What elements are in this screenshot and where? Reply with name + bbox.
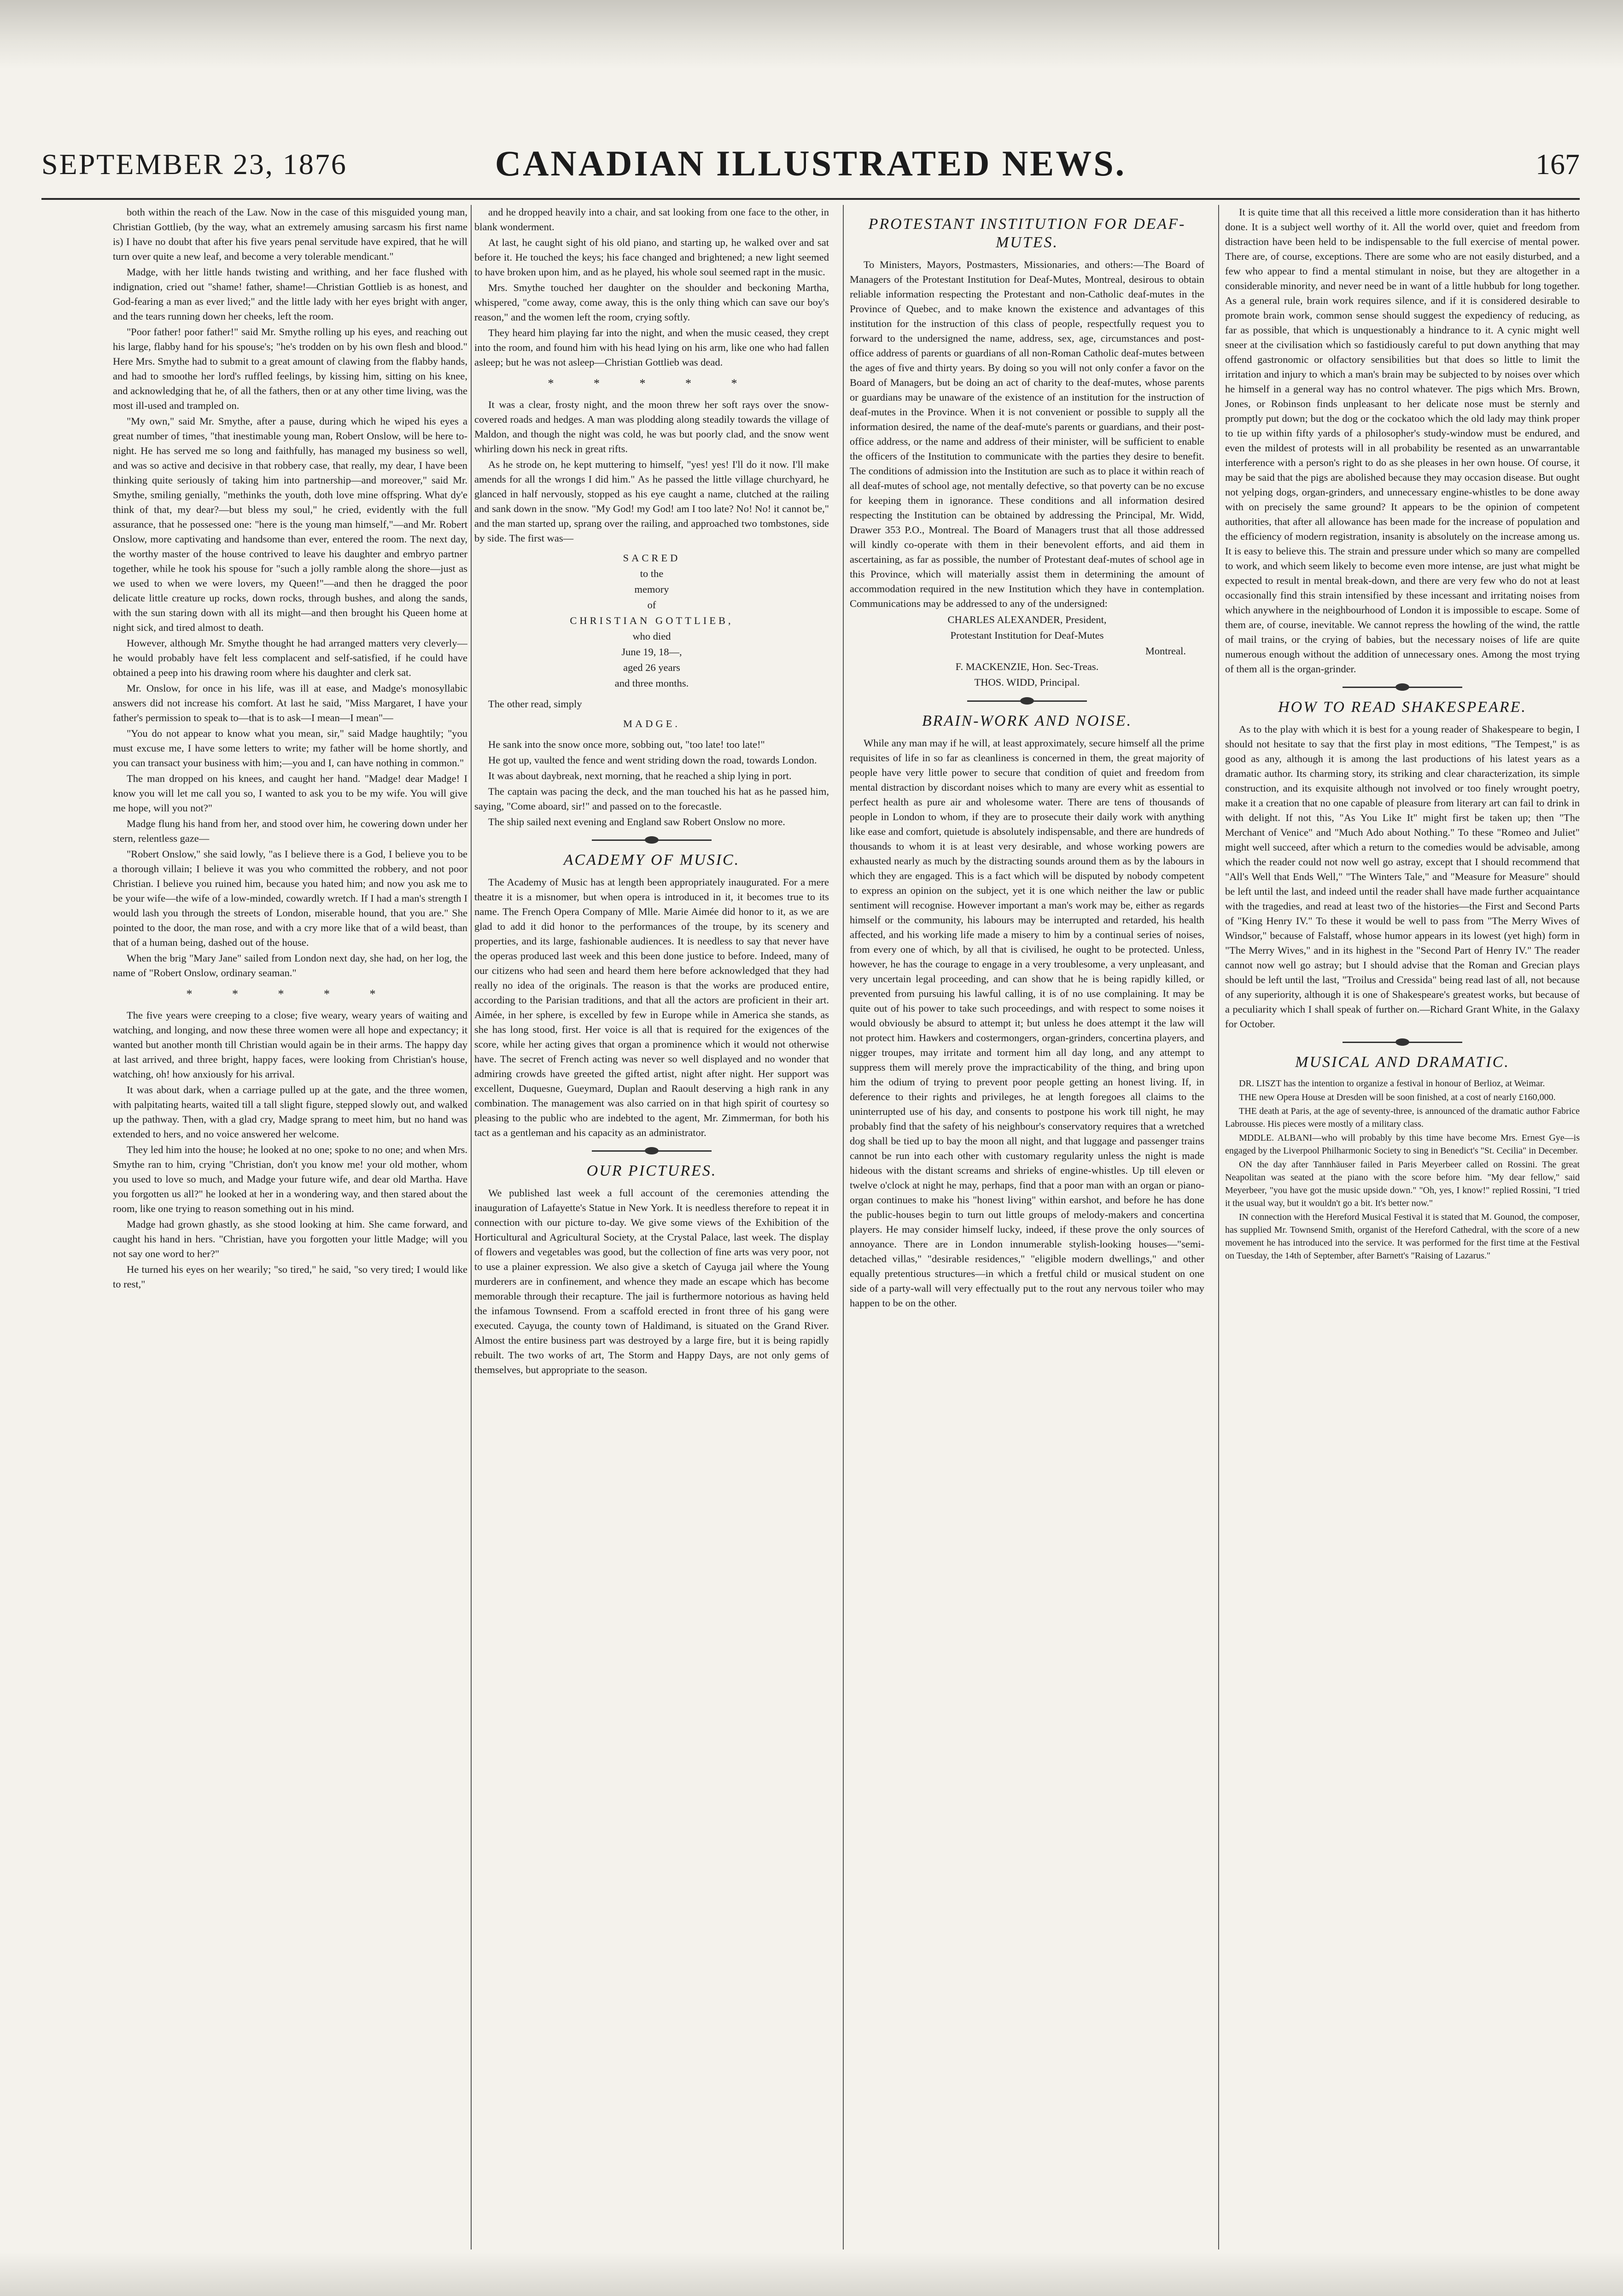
header-rule: [41, 198, 1580, 200]
epitaph-line: memory: [634, 583, 669, 595]
story-paragraph: both within the reach of the Law. Now in the case of this misguided young man, Christian Gottlieb, (by the way, what an extremely amusing sarcasm his first name is) I have no doubt that after his five years penal servitude have expired, that he will turn over quite a new leaf, and become a very tolerable mendicant.": [113, 206, 467, 262]
story-paragraph: At last, he caught sight of his old piano, and starting up, he walked over and sat before it. He touched the keys; his face changed and brightened; a new light seemed to have broken upon him, and as he played, his whole soul seemed rapt in the music.: [474, 237, 829, 278]
story-paragraph: The five years were creeping to a close; five weary, weary years of waiting and watching, and longing, and now these three women were all hope and expectancy; it wanted but another month till Christian would again be in their arms. The happy day at last arrived, and three bright, happy faces, were looking from Christian's house, watching, oh! how anxiously for his arrival.: [113, 1009, 467, 1080]
story-paragraph: The man dropped on his knees, and caught her hand. "Madge! dear Madge! I know you will let me call you so, I wanted to ask you to be my wife. You will give me hope, will you not?": [113, 773, 467, 814]
story-paragraph: Madge had grown ghastly, as she stood looking at him. She came forward, and caught his hand in hers. "Christian, have you forgotten your little Madge; will you not say one word to her?": [113, 1218, 467, 1259]
article-heading: BRAIN-WORK AND NOISE.: [922, 712, 1133, 729]
story-paragraph: "You do not appear to know what you mean, sir," said Madge haughtily; "you must excuse me, I have some letters to write; my father will be home shortly, and you can transact your business with him;—you and I, can have nothing in common.": [113, 728, 467, 769]
news-item: IN connection with the Hereford Musical Festival it is stated that M. Gounod, the composer, has supplied Mr. Townsend Smith, organist of the Hereford Cathedral, with the score of a new movement he has introduced into the service. It was performed for the first time at the Festival on Tuesday, the 14th of September, after Barnett's "Raising of Lazarus.": [1225, 1212, 1580, 1261]
epitaph-line: of: [647, 599, 656, 611]
story-paragraph: and he dropped heavily into a chair, and sat looking from one face to the other, in blank wonderment.: [474, 206, 829, 233]
epitaph-line: who died: [632, 630, 671, 642]
column-rule: [843, 205, 844, 2249]
scan-edge-top: [0, 0, 1623, 69]
signature-line: Protestant Institution for Deaf-Mutes: [950, 629, 1104, 641]
news-item: DR. LISZT has the intention to organize a festival in honour of Berlioz, at Weimar.: [1239, 1078, 1545, 1089]
story-paragraph: They heard him playing far into the night, and when the music ceased, they crept into the room, and found him with his head lying on his arm, like one who had fallen asleep; but he was not asleep—Christian Gottlieb was dead.: [474, 327, 829, 368]
story-paragraph: "My own," said Mr. Smythe, after a pause, during which he wiped his eyes a great number of times, "that inestimable young man, Robert Onslow, will be here to-night. He has served me so long and faithfully, has managed my business so well, and was so active and decisive in that robbery case, that really, my dear, I have been thinking quite seriously of taking him into partnership—and moreover," said Mr. Smythe, smiling genially, "methinks the youth, doth love mine offspring. What dy'e think of that, my dear?—but bless my soul," he cried, evidently with the full assurance, that he possessed one: "here is the young man himself,"—and Mr. Robert Onslow, more captivating and handsome than ever, entered the room. The next day, the worthy master of the house contrived to leave his daughter and embryo partner together, while he took his spouse for "such a jolly ramble along the shore—just as we used to when we were lovers, my Queen!"—and then he dragged the poor delicate little creature up rocks, down rocks, through bushes, and along the sands, with the sun staring down with all its might—and then brought his Queen home at night sick, and tired almost to death.: [113, 415, 467, 633]
divider-ornament: [1343, 687, 1462, 688]
epitaph-line: aged 26 years: [623, 662, 680, 673]
epitaph-line: SACRED: [623, 552, 681, 564]
article-heading: MUSICAL AND DRAMATIC.: [1295, 1054, 1510, 1071]
story-paragraph: The other read, simply: [488, 698, 582, 710]
story-paragraph: "Poor father! poor father!" said Mr. Smythe rolling up his eyes, and reaching out his large, flabby hand for his spouse's; "he's trodden on by his own flesh and blood." Here Mrs. Smythe had to submit to a great amount of clawing from the flabby hands, and had to smoothe her lord's ruffled feelings, by kissing him, sitting on his knee, and acknowledging that he, of all the fathers, then or at any other time living, was the most ill-used and trampled on.: [113, 326, 467, 411]
column-3: [850, 205, 1204, 2249]
section-break-stars: * * * * *: [186, 987, 394, 1001]
story-paragraph: As he strode on, he kept muttering to himself, "yes! yes! I'll do it now. I'll make amends for all the wrongs I did him." As he passed the little village churchyard, he glanced in half nervously, stopped as his eye caught a name, clutched at the railing and sank down in the snow. "My God! my God! am I too late? No! No! it cannot be," and the man started up, sprang over the railing, and approached two tombstones, side by side. The first was—: [474, 459, 829, 544]
news-item: MDDLE. ALBANI—who will probably by this time have become Mrs. Ernest Gye—is engaged by the Liverpool Philharmonic Society to sing in Benedict's "St. Cecilia" in December.: [1225, 1133, 1580, 1156]
story-paragraph: They led him into the house; he looked at no one; spoke to no one; and when Mrs. Smythe ran to him, crying "Christian, don't you know me! your old mother, whom you used to love so much, and Madge your future wife, and dear old Martha. Have you forgotten us all?" he looked at her in a wondering way, and then stared about the room, like one trying to reason something out in his mind.: [113, 1144, 467, 1214]
article-paragraph: To Ministers, Mayors, Postmasters, Missionaries, and others:—The Board of Managers of the Protestant Institution for Deaf-Mutes, Montreal, desirous to obtain reliable information respecting the Protestant and non-Catholic deaf-mutes in the Province of Quebec, and to make known the existence and advantages of this institution for the instruction of this class of people, respectfully request you to forward to the undersigned the name, address, sex, age, circumstances and post-office address of parents or guardians of all non-Roman Catholic deaf-mutes between the ages of five and thirty years. By doing so you will not only confer a favor on the Board of Managers, but be doing an act of charity to the deaf-mutes, whose parents or guardians may be unaware of the existence of an institution for the instruction of deaf-mutes in the Province. When it is not convenient or possible to supply all the information desired, the name of the deaf-mute's parents or guardians, and their post-office address, or the name and address of their minister, will be sufficient to enable the officers of the Institution to communicate with the parties they desire to benefit. The conditions of admission into the Institution are such as to place it within reach of all deaf-mutes of school age, not mentally defective, so that poverty can be no excuse for keeping them in ignorance. These conditions and all information desired respecting the Institution can be obtained by addressing the Principal, Mr. Widd, Drawer 353 P.O., Montreal. The Board of Managers trust that all those addressed will kindly co-operate with them in their benevolent efforts, and aid them in ascertaining, as far as possible, the number of Protestant deaf-mutes of school age in this Province, which will materially assist them in determining the amount of accommodation required in the new Institution which they have in contemplation. Communications may be addressed to any of the undersigned:: [850, 259, 1204, 609]
story-paragraph: He turned his eyes on her wearily; "so tired," he said, "so very tired; I would like to rest,": [113, 1264, 467, 1290]
story-paragraph: However, although Mr. Smythe thought he had arranged matters very cleverly—he would probably have felt less complacent and self-satisfied, if he could have obtained a peep into his drawing room where his daughter and clerk sat.: [113, 637, 467, 678]
story-paragraph: Madge, with her little hands twisting and writhing, and her face flushed with indignation, cried out "shame! father, shame!—Christian Gottlieb is as honest, and God-fearing a man as ever lived;" and the little lady with her eyes bright with anger, and the tears running down her cheeks, left the room.: [113, 266, 467, 322]
story-paragraph: It was about dark, when a carriage pulled up at the gate, and the three women, with palpitating hearts, waited till a tall slight figure, stepped slowly out, and walked up the pathway. Then, with a glad cry, Madge sprang to meet him, but no hand was extended to hers, and no voice answered her welcome.: [113, 1084, 467, 1140]
column-2: [474, 205, 829, 2249]
masthead: [41, 138, 1580, 189]
story-paragraph: He got up, vaulted the fence and went striding down the road, towards London.: [488, 754, 817, 766]
article-paragraph: The Academy of Music has at length been appropriately inaugurated. For a mere theatre it is a misnomer, but when opera is introduced in it, it becomes true to its name. The French Opera Company of Mlle. Marie Aimée did honor to it, as we are glad to add it did honor to the performances of the troupe, by its scenery and properties, and its large, fashionable audiences. It is needless to say that never have the operas produced last week and this been done justice to before. Indeed, many of our citizens who had seen and heard them here before acknowledged that they had really no idea of the originals. The reason is that the works are produced entire, according to the Parisian traditions, and that all the actors are proficient in their art. Aimée, in her sphere, is excelled by few in Europe while in America she stands, as she has long stood, first. Her voice is all that is required for the exigences of the score, while her acting gives that organ a prominence which it would not otherwise have. The secret of French acting was never so well displayed and no wonder that admiring crowds have greeted the gifted artist, night after night. Her support was excellent, Duquesne, Gueymard, Duplan and Raoult deserving a high rank in any combination. The management was also carried on in that high spirit of courtesy so pleasing to the public who are indebted to the agent, Mr. Zimmerman, for both his tact as a gentleman and his capacity as an administrator.: [474, 876, 829, 1138]
news-item: THE new Opera House at Dresden will be soon finished, at a cost of nearly £160,000.: [1239, 1092, 1556, 1102]
epitaph-line: and three months.: [614, 677, 689, 689]
signature-line: F. MACKENZIE, Hon. Sec-Treas.: [955, 661, 1099, 672]
epitaph-line: CHRISTIAN GOTTLIEB,: [570, 615, 734, 626]
signature-line: CHARLES ALEXANDER, President,: [947, 614, 1107, 625]
divider-ornament: [1343, 1042, 1462, 1043]
signature-line: Montreal.: [1145, 645, 1186, 657]
epitaph-line: to the: [640, 568, 664, 579]
newspaper-title: CANADIAN ILLUSTRATED NEWS.: [495, 143, 1127, 183]
epitaph-line: June 19, 18—,: [621, 646, 682, 658]
column-4: [1225, 205, 1580, 2249]
story-paragraph: Mrs. Smythe touched her daughter on the shoulder and beckoning Martha, whispered, "come away, come away, this is the only thing which can save our boy's reason," and the women left the room, crying softly.: [474, 282, 829, 323]
scan-edge-bottom: [0, 2252, 1623, 2296]
column-1: [113, 205, 467, 2249]
news-item: ON the day after Tannhäuser failed in Paris Meyerbeer called on Rossini. The great Neapolitan was seated at the piano with the score before him. "My dear fellow," said Meyerbeer, "you have got the music upside down." "Oh, yes, I know!" replied Rossini, "I tried it the usual way, but it wouldn't go a bit. It's better now.": [1225, 1160, 1580, 1208]
article-heading: PROTESTANT INSTITUTION FOR DEAF-MUTES.: [868, 216, 1186, 251]
story-paragraph: It was a clear, frosty night, and the moon threw her soft rays over the snow-covered roads and hedges. A man was plodding along steadily towards the village of Maldon, and though the night was cold, he was but poorly clad, and the snow went whirling down his neck in great rifts.: [474, 399, 829, 455]
tombstone-inscription: [474, 716, 829, 732]
news-item: THE death at Paris, at the age of seventy-three, is announced of the dramatic author Fabrice Labrousse. His pieces were mostly of a military class.: [1225, 1106, 1580, 1129]
signature-line: THOS. WIDD, Principal.: [974, 676, 1080, 688]
article-paragraph: We published last week a full account of the ceremonies attending the inauguration of Lafayette's Statue in New York. It is needless therefore to repeat it in connection with our picture to-day. We give some views of the Exhibition of the Horticultural and Agricultural Society, at the Crystal Palace, last week. The display of flowers and vegetables was good, but the collection of fine arts was very poor, not to use a plainer expression. We also give a sketch of Cayuga jail where the Young murderers are in confinement, and whence they made an escape which has become memorable through their recapture. The jail is furthermore notorious as having held the infamous Townsend. From a scaffold erected in front three of his gang were executed. Cayuga, the county town of Haldimand, is situated on the Grand River. Almost the entire business part was destroyed by a large fire, but it is being rapidly rebuilt. The two works of art, The Storm and Happy Days, are not only gems of themselves, but appropriate to the season.: [474, 1187, 829, 1375]
story-paragraph: Mr. Onslow, for once in his life, was ill at ease, and Madge's monosyllabic answers did not increase his comfort. At last he said, "Miss Margaret, I have your father's permission to speak to—that is to ask—I mean—I mean"—: [113, 682, 467, 723]
epitaph-line: MADGE.: [623, 718, 681, 729]
divider-ornament: [967, 700, 1087, 702]
page-number: 167: [1535, 148, 1580, 181]
story-paragraph: The captain was pacing the deck, and the man touched his hat as he passed him, saying, "Come aboard, sir!" and passed on to the forecastle.: [474, 786, 829, 812]
story-paragraph: Madge flung his hand from her, and stood over him, he cowering down under her stern, relentless gaze—: [113, 818, 467, 844]
article-heading: ACADEMY OF MUSIC.: [563, 851, 740, 868]
column-rule: [471, 205, 472, 2249]
section-break-stars: * * * * *: [548, 377, 756, 390]
story-paragraph: When the brig "Mary Jane" sailed from London next day, she had, on her log, the name of "Robert Onslow, ordinary seaman.": [113, 952, 467, 979]
article-heading: OUR PICTURES.: [586, 1162, 717, 1179]
article-paragraph: It is quite time that all this received a little more consideration than it has hitherto done. It is a subject well worthy of it. All the world over, quiet and freedom from distraction have been held to be indispensable to the full exercise of mental power. There are, of course, exceptions. There are some who are not easily disturbed, and a few who appear to find a mental stimulant in noise, but they are altogether in a considerable minority, and never need be in want of a little hubbub for long together. As a general rule, brain work requires silence, and if it is considered desirable to promote brain work, common sense should suggest the expediency of reducing, as far as possible, that which is unquestionably a hindrance to it. A cynic might well sneer at the civilisation which so fastidiously careful to put down anything that may offend gastronomic or olfactory sensibilities but that does so little to limit the irritation and injury to which a man's brain may be subjected to by noises over which he himself in a general way has no control whatever. The pigs which Mrs. Brown, Jones, or Robinson finds unpleasant to her delicate nose must be sternly and promptly put down; but the dog or the cockatoo which the old lady may think proper to tie up within fifty yards of a philosopher's study-window must be endured, and even the mildest of protests will in all probability be resented as an unwarrantable interference with a person's right to do as she pleases in her own house. Of course, it may be said that the pigs are abolished because they may occasion disease. But ought not yelping dogs, organ-grinders, and unnecessary engine-whistles to be done away with on precisely the same ground? It appears to be the opinion of competent authorities, that after all allowance has been made for the increase of population and the efficiency of modern registration, insanity is absolutely on the increase among us. It is easy to believe this. The strain and pressure under which so many are compelled to work, and which seem likely to become even more intense, are just what might be expected to result in mental break-down, and there are very few who do not at least occasionally find this strain intensified by these incessant and irritating noises from which anywhere in the neighbourhood of London it is impossible to escape. Some of them are, of course, inevitable. We cannot repress the howling of the wind, the rattle of mail trains, or the crying of babies, but the necessary noises of life are quite numerous enough without the addition of unnecessary ones. Among the most trying of them all is the organ-grinder.: [1225, 206, 1580, 675]
article-heading: HOW TO READ SHAKESPEARE.: [1278, 699, 1527, 716]
issue-date: SEPTEMBER 23, 1876: [41, 148, 347, 181]
story-paragraph: He sank into the snow once more, sobbing out, "too late! too late!": [488, 739, 765, 750]
story-paragraph: The ship sailed next evening and England saw Robert Onslow no more.: [488, 816, 785, 827]
story-paragraph: "Robert Onslow," she said lowly, "as I believe there is a God, I believe you to be a thorough villain; I believe it was you who committed the robbery, and not poor Christian. I believe you ruined him, because you hated him; and now you ask me to be your wife—the wife of a low-minded, cowardly wretch. If I had a man's strength I would lash you through the streets of London, miserable hound, that you are." She pointed to the door, the man rose, and with a cry more like that of a wild beast, than that of a human being, dashed out of the house.: [113, 848, 467, 948]
divider-ornament: [592, 839, 712, 841]
tombstone-inscription: [474, 550, 829, 691]
divider-ornament: [592, 1150, 712, 1152]
article-paragraph: As to the play with which it is best for a young reader of Shakespeare to begin, I should not hesitate to say that the first play in most editions, "The Tempest," is as good as any, although it is among the last productions of his latest years as a dramatic author. Its charming story, its striking and clear characterization, its simple construction, and its exquisite although not involved or too finely wrought poetry, make it a creation that no one capable of pleasure from literary art can fail to drink in with delight. If not this, "As You Like It" might first be taken up; then "The Merchant of Venice" and "Much Ado about Nothing." To these "Romeo and Juliet" might well succeed, after which a return to the comedies would be advisable, among which the reader could not now well go astray, except that I should recommend that "All's Well that Ends Well," "The Winters Tale," and "Measure for Measure" should be left until the last, and indeed until the reader shall have made further acquaintance with the tragedies, and read at least two of the histories—the First and Second Parts of "King Henry IV." To these it would be well to pass from "The Merry Wives of Windsor," because of Falstaff, whose humor appears in its lowest (yet high) form in "The Merry Wives," and in its highest in the "Second Part of Henry IV." The reader cannot now well go astray; but I should advise that the Roman and Grecian plays should be left until the last, "Troilus and Cressida" being read last of all, not because of any superiority, although it is one of Shakespeare's greatest works, but because of a peculiarity which I shall speak of further on.—Richard Grant White, in the Galaxy for October.: [1225, 723, 1580, 1030]
story-paragraph: It was about daybreak, next morning, that he reached a ship lying in port.: [488, 770, 792, 781]
article-paragraph: While any man may if he will, at least approximately, secure himself all the prime requisites of life in so far as cleanliness is concerned in them, the great majority of people have very little power to secure that condition of quiet and freedom from mental distraction by discordant noises which to many are every whit as essential to perfect health as pure air and wholesome water. There are tens of thousands of people in London to whom, if they are to prosecute their daily work with anything like ease and comfort, quietude is absolutely indispensable, and there are hundreds of thousands to whom it is at least very desirable, and whose working powers are exhausted nearly as much by the distracting sounds around them as by the labours in which they are engaged. This is a fact which will be disputed by nobody competent to express an opinion on the subject, yet it is one which neither the law or public sentiment will recognise. However important a man's work may be, either as regards himself or the community, his labours may be interrupted and retarded, his health affected, and his working life made a misery to him by a continual series of noises, from every one of which, by all that is civilised, he ought to be protected. Unless, however, he has the courage to engage in a very troublesome, a very unpleasant, and very uncertain legal proceeding, and can show that he is being rapidly killed, or prevented from pursuing his lawful calling, it is of no use complaining. It may be quite out of his power to take such proceedings, and with respect to some noises it would obviously be absurd to attempt it; but unless he does attempt it the law will not protect him. Hawkers and costermongers, organ-grinders, concertina players, and nigger troupes, may irritate and torment him all day long, and any attempt to suppress them will merely prove the impracticability of the thing, and bring upon him the odium of trying to prevent poor people getting an honest living. If, in deference to their rights and privileges, he at length foregoes all claims to the uninterrupted use of his day, and consents to postpone his work till night, he may probably find that the safety of his neighbour's conservatory requires that a wretched dog shall be tied up to bay the moon all night, and that luggage and passenger trains cannot be run into each other with customary regularity unless the night is made hideous with the distant screams and shrieks of engine-whistles. Up till eleven or twelve o'clock at night he may, perhaps, find that a poor man with an organ or piano-organ continues to make his "honest living" within earshot, and before he has done the public-houses begin to turn out little groups of melody-makers and concertina players. He may consider himself lucky, indeed, if these prove the only sources of annoyance. There are in London innumerable stylish-looking houses—"semi-detached villas," "desirable residences," "eligible modern dwellings," and other equally pretentious structures—in which a fretful child or musical student on one side of a party-wall will very effectually put to the rout any nervous toiler who may happen to be on the other.: [850, 737, 1204, 1309]
column-rule: [1218, 205, 1219, 2249]
